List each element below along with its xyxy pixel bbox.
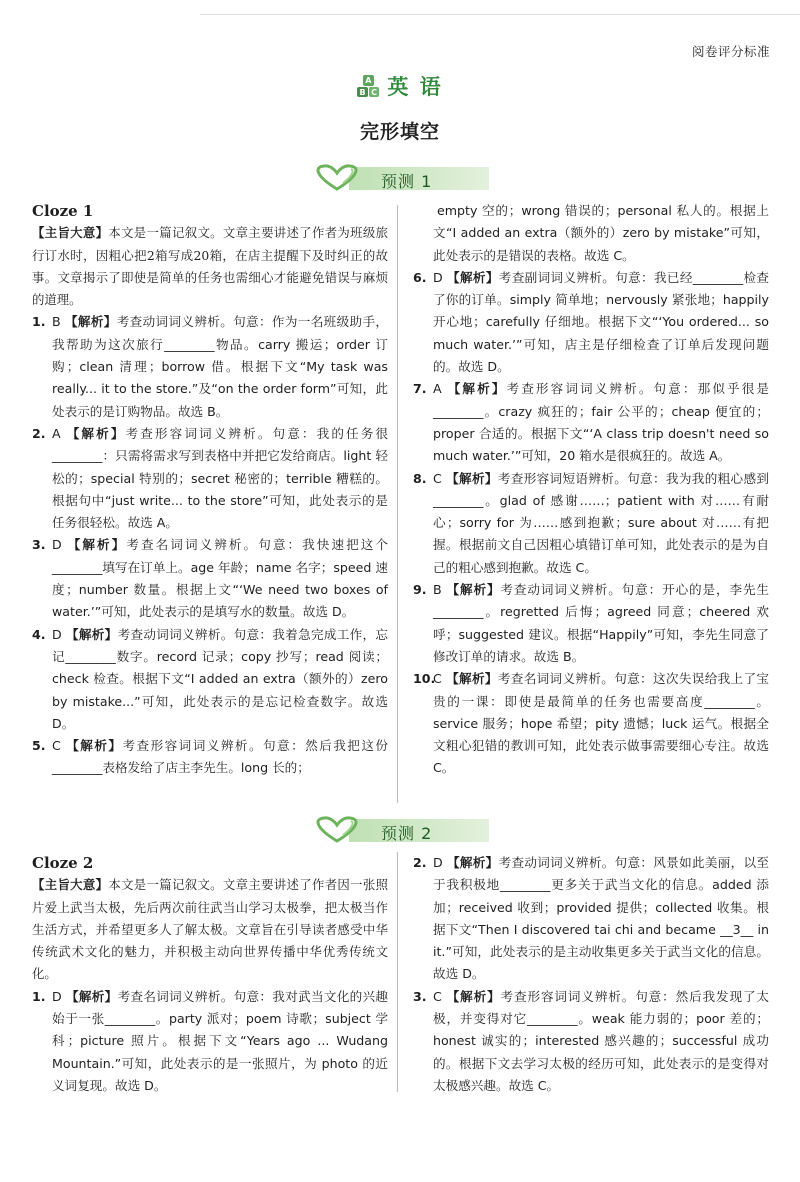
analysis-tag: 【解析】 bbox=[65, 537, 127, 553]
subject-heading bbox=[0, 68, 800, 101]
explanation-item bbox=[32, 311, 388, 422]
item-number: 8. bbox=[413, 470, 427, 486]
item-number: 6. bbox=[413, 269, 427, 285]
answer-letter: D bbox=[52, 537, 62, 553]
explanation-text: 考查动词词义辨析。句意：我着急完成工作，忘记________数字。record 记录；copy 抄写；read 阅读；check 检查。根据下文“I added an extra（额外的）zero by mistake...”可知，此处表示的是忘记检查数字。故选 D。 bbox=[52, 626, 389, 731]
explanation-item bbox=[413, 986, 769, 1097]
item-number: 1. bbox=[32, 988, 46, 1004]
analysis-tag: 【解析】 bbox=[445, 582, 501, 598]
explanation-item bbox=[32, 735, 388, 780]
analysis-tag: 【解析】 bbox=[446, 855, 499, 870]
explanation-text: 考查形容词词义辨析。句意：然后我把这份________表格发给了店主李先生。long 长的； bbox=[52, 738, 389, 776]
cloze2-right-items bbox=[413, 852, 769, 1097]
item-number: 3. bbox=[32, 537, 46, 553]
answer-letter: C bbox=[433, 671, 442, 687]
cloze2-left-items bbox=[32, 986, 388, 1097]
explanation-item bbox=[32, 534, 388, 623]
cloze1-right-items bbox=[413, 200, 769, 780]
explanation-text: 考查形容词短语辨析。句意：我为我的粗心感到________。glad of 感谢……；patient with 对……有耐心；sorry for 为……感到抱歉；sure about 对……有把握。根据前文自己因粗心填错订单可知，此处表示的是为自己的粗心感到抱歉。故选 C。 bbox=[433, 470, 770, 575]
explanation-text: 考查名词词义辨析。句意：我对武当文化的兴趣始于一张________。party 派对；poem 诗歌；subject 学科；picture 照片。根据下文“Years ago ... Wudang Mountain.”可知，此处表示的是一张照片，为 photo 的近义词复现。故选 D。 bbox=[52, 988, 389, 1093]
item-number: 4. bbox=[32, 626, 46, 642]
explanation-item bbox=[413, 200, 769, 267]
item-number: 2. bbox=[413, 855, 427, 870]
explanation-item bbox=[32, 986, 388, 1097]
analysis-tag: 【解析】 bbox=[65, 626, 118, 642]
analysis-tag: 【解析】 bbox=[64, 314, 117, 330]
answer-letter: B bbox=[433, 582, 442, 598]
cloze2-right-column bbox=[413, 852, 769, 1097]
item-number: 10. bbox=[413, 671, 436, 687]
explanation-text: 考查形容词词义辨析。句意：然后我发现了太极，并变得对它________。weak 能力弱的；poor 差的；honest 诚实的；interested 感兴趣的；successful 成功的。根据下文去学习太极的经历可知，此处表示的是变得对太极感兴趣。故选 C。 bbox=[433, 988, 770, 1093]
banner-label: 预测 2 bbox=[381, 824, 433, 843]
top-rule bbox=[200, 14, 800, 15]
explanation-text: 考查动词词义辨析。句意：风景如此美丽，以至于我积极地________更多关于武当文化的信息。added 添加；received 收到；provided 提供；collected 收集。根据下文“Then I discovered tai chi and became __3__ in it.”可知，此处表示的是主动收集更多关于武当文化的信息。故选 D。 bbox=[433, 855, 770, 982]
item-number: 5. bbox=[32, 738, 46, 754]
item-number: 3. bbox=[413, 988, 427, 1004]
heart-icon bbox=[311, 163, 363, 192]
answer-letter: C bbox=[52, 738, 61, 754]
cloze2-summary: 【主旨大意】本文是一篇记叙文。文章主要讲述了作者因一张照片爱上武当太极，先后两次前往武当山学习太极拳，把太极当作生活方式，并希望更多人了解太极。文章旨在引导读者感受中华传统武术文化的魅力，并积极主动向世界传播中华优秀传统文化。 bbox=[32, 877, 389, 982]
cloze1-left-items bbox=[32, 311, 388, 779]
explanation-item bbox=[413, 468, 769, 579]
explanation-item bbox=[32, 624, 388, 735]
answer-letter: D bbox=[52, 626, 62, 642]
analysis-tag: 【解析】 bbox=[445, 470, 498, 486]
cloze1-title: Cloze 1 bbox=[32, 202, 94, 220]
answer-letter: C bbox=[433, 470, 442, 486]
explanation-text: empty 空的；wrong 错误的；personal 私人的。根据上文“I added an extra（额外的）zero by mistake”可知，此处表示的是错误的表格。故选 C。 bbox=[433, 203, 769, 263]
analysis-tag: 【解析】 bbox=[65, 988, 118, 1004]
answer-letter: D bbox=[433, 855, 443, 870]
explanation-text: 考查形容词词义辨析。句意：我的任务很________：只需将需求写到表格中并把它发给商店。light 轻松的；special 特别的；secret 秘密的；terrible 糟糕的。根据句中“just write... to the store”可知，此处表示的是任务很轻松。故选 A。 bbox=[52, 425, 389, 531]
explanation-item bbox=[413, 378, 769, 467]
section-title: 完形填空 bbox=[359, 121, 440, 143]
heart-icon bbox=[311, 815, 363, 844]
item-number: 7. bbox=[413, 381, 427, 397]
explanation-text: 考查名词词义辨析。句意：我快速把这个________填写在订单上。age 年龄；name 名字；speed 速度；number 数量。根据上文“‘We need two boxes of water.’”可知，此处表示的是填写水的数量。故选 D。 bbox=[52, 537, 389, 620]
explanation-text: 考查形容词词义辨析。句意：那似乎很是________。crazy 疯狂的；fair 公平的；cheap 便宜的；proper 合适的。根据下文“‘A class trip doesn't need so much water.’”可知，20 箱水是很疯狂的。故选 A。 bbox=[433, 381, 770, 464]
answer-letter: D bbox=[52, 988, 62, 1004]
cloze1-right-column bbox=[413, 200, 769, 780]
explanation-item bbox=[413, 852, 769, 986]
analysis-tag: 【解析】 bbox=[445, 381, 507, 397]
explanation-text: 考查动词词义辨析。句意：作为一名班级助手，我帮助为这次旅行________物品。carry 搬运；order 订购；clean 清理；borrow 借。根据下文“My task was really... it to the store.”及“on the order form”可知，此处表示的是订购物品。故选 B。 bbox=[52, 314, 388, 419]
column-divider bbox=[397, 205, 398, 803]
explanation-item bbox=[413, 579, 769, 668]
answer-letter: C bbox=[433, 988, 442, 1004]
answer-letter: A bbox=[433, 381, 442, 397]
cloze2-title: Cloze 2 bbox=[32, 854, 94, 872]
analysis-tag: 【解析】 bbox=[64, 738, 123, 754]
analysis-tag: 【解析】 bbox=[445, 988, 501, 1004]
item-number: 1. bbox=[32, 314, 46, 330]
explanation-item bbox=[413, 267, 769, 378]
answer-letter: B bbox=[52, 314, 61, 330]
cloze1-left-column bbox=[32, 200, 388, 780]
banner-label: 预测 1 bbox=[381, 172, 433, 191]
answer-letter: A bbox=[52, 425, 61, 441]
column-divider bbox=[397, 852, 398, 1092]
cloze1-summary: 【主旨大意】本文是一篇记叙文。文章主要讲述了作者为班级旅行订水时，因粗心把2箱写成20箱，在店主提醒下及时纠正的故事。文章揭示了即使是简单的任务也需细心才能避免错误与麻烦的道理。 bbox=[32, 225, 389, 308]
header-label: 阅卷评分标准 bbox=[691, 44, 770, 59]
explanation-text: 考查名词词义辨析。句意：这次失误给我上了宝贵的一课：即使是最简单的任务也需要高度________。service 服务；hope 希望；pity 遗憾；luck 运气。根据全文粗心犯错的教训可知，此处表示做事需要细心专注。故选 C。 bbox=[433, 671, 770, 776]
analysis-tag: 【解析】 bbox=[446, 269, 499, 285]
abc-blocks-icon: A B C bbox=[357, 75, 379, 97]
explanation-text: 考查副词词义辨析。句意：我已经________检查了你的订单。simply 简单地；nervously 紧张地；happily 开心地；carefully 仔细地。根据下文“‘You ordered... so much water.’”可知，店主是仔细检查了订单后发现问题的。故选 D。 bbox=[433, 269, 770, 375]
answer-letter: D bbox=[433, 269, 443, 285]
item-number: 2. bbox=[32, 425, 46, 441]
subject-title: 英 语 bbox=[387, 75, 443, 100]
explanation-item bbox=[32, 423, 388, 534]
cloze2-left-column bbox=[32, 852, 388, 1097]
analysis-tag: 【解析】 bbox=[64, 425, 126, 441]
prediction-1-banner bbox=[311, 163, 489, 192]
explanation-text: 考查动词词义辨析。句意：开心的是，李先生________。regretted 后悔；agreed 同意；cheered 欢呼；suggested 建议。根据“Happily”可知，李先生同意了修改订单的请求。故选 B。 bbox=[433, 582, 770, 664]
prediction-2-banner bbox=[311, 815, 489, 844]
analysis-tag: 【解析】 bbox=[445, 671, 498, 687]
item-number bbox=[413, 200, 433, 267]
item-number: 9. bbox=[413, 582, 427, 598]
explanation-item bbox=[413, 668, 769, 779]
